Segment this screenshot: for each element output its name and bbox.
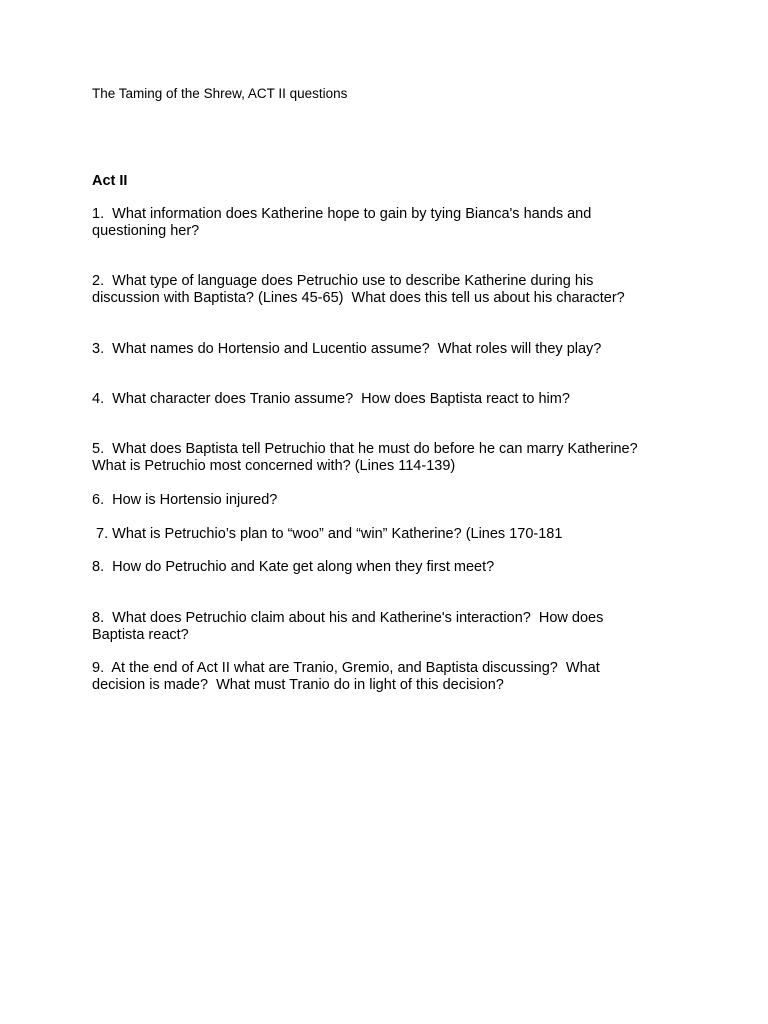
- section-heading: Act II: [92, 173, 128, 189]
- question-line: Baptista react?: [92, 627, 189, 643]
- question-line: 4. What character does Tranio assume? How does Baptista react to him?: [92, 391, 570, 407]
- question-line: 5. What does Baptista tell Petruchio that he must do before he can marry Katherine?: [92, 441, 638, 457]
- question-line: 3. What names do Hortensio and Lucentio assume? What roles will they play?: [92, 341, 602, 357]
- question-line: 9. At the end of Act II what are Tranio, Gremio, and Baptista discussing? What: [92, 660, 600, 676]
- question-4: [92, 391, 692, 408]
- question-6: [92, 492, 692, 509]
- question-line: What is Petruchio most concerned with? (Lines 114-139): [92, 458, 456, 474]
- question-2: [92, 273, 692, 307]
- question-7: [92, 526, 692, 543]
- question-8b: [92, 610, 692, 644]
- question-line: questioning her?: [92, 223, 200, 239]
- question-line: discussion with Baptista? (Lines 45-65) What does this tell us about his character?: [92, 290, 625, 306]
- question-line: 8. How do Petruchio and Kate get along when they first meet?: [92, 559, 495, 575]
- question-line: 6. How is Hortensio injured?: [92, 492, 278, 508]
- question-8a: [92, 559, 692, 576]
- document-title: The Taming of the Shrew, ACT II questions: [92, 86, 348, 101]
- question-line: 7. What is Petruchio’s plan to “woo” and “win” Katherine? (Lines 170-181: [92, 526, 563, 542]
- question-1: [92, 206, 692, 240]
- question-5: [92, 441, 692, 475]
- question-line: decision is made? What must Tranio do in light of this decision?: [92, 677, 504, 693]
- question-line: 8. What does Petruchio claim about his and Katherine's interaction? How does: [92, 610, 604, 626]
- question-9: [92, 660, 692, 694]
- question-line: 2. What type of language does Petruchio use to describe Katherine during his: [92, 273, 594, 289]
- question-3: [92, 341, 692, 358]
- question-line: 1. What information does Katherine hope to gain by tying Bianca's hands and: [92, 206, 592, 222]
